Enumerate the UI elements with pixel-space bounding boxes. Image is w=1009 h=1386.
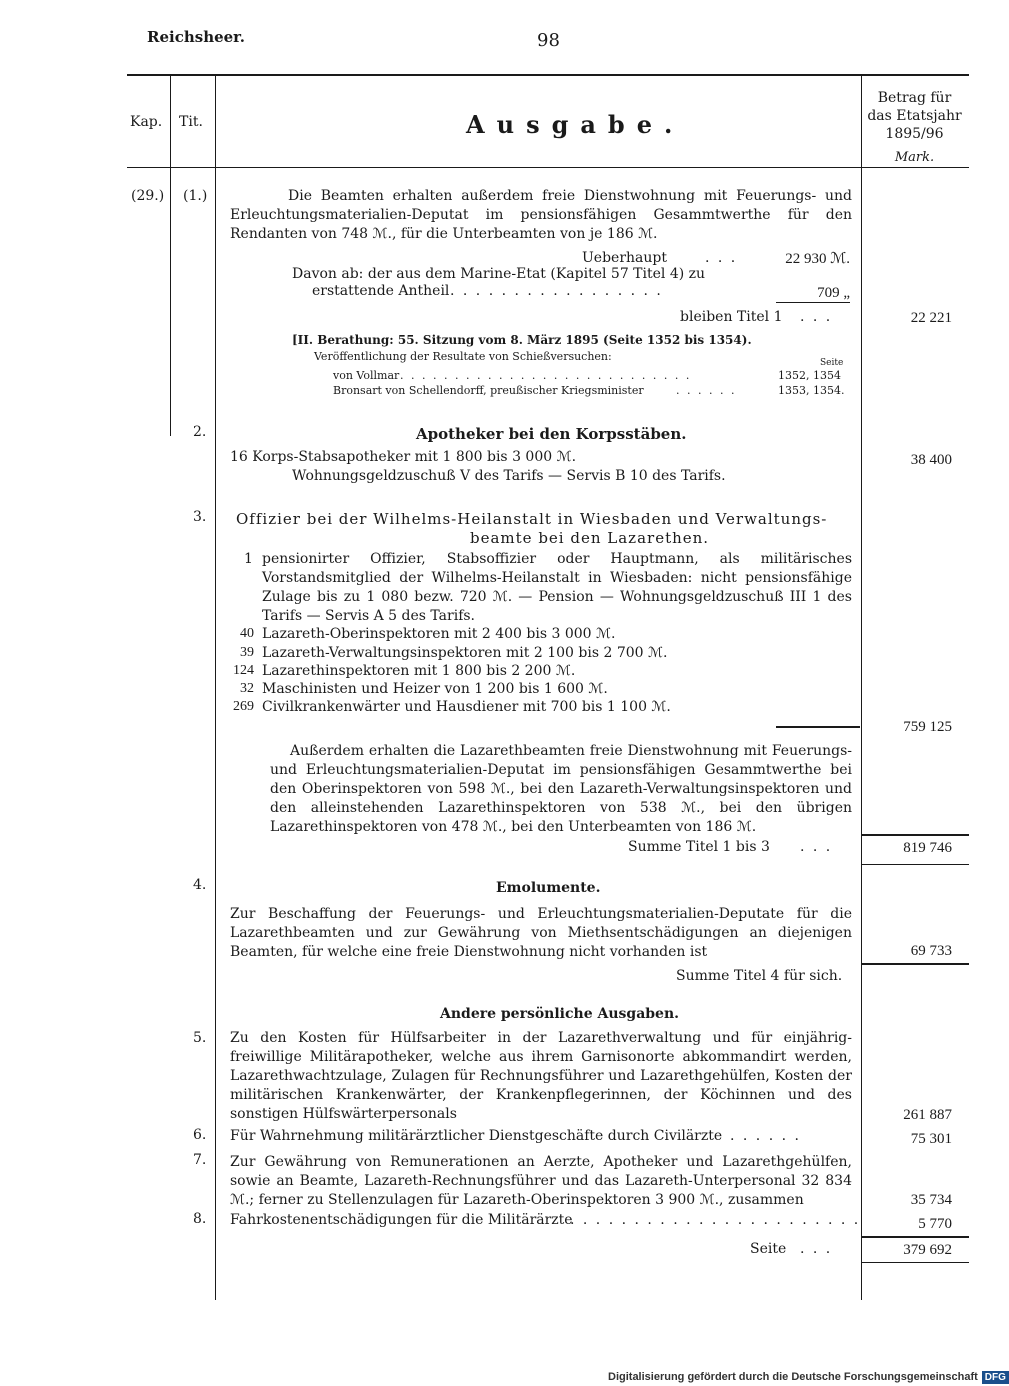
seite-label: Seite: [750, 1241, 787, 1257]
header-amount-line2: das Etatsjahr: [867, 108, 962, 124]
r8-text: Fahrkostenentschädigungen für die Militärärzte: [230, 1212, 573, 1228]
r1-dots-2: . . . . . . . . . . . . . . . . .: [450, 283, 663, 299]
r3-summe-amount: 819 746: [903, 840, 952, 856]
r8-dots: . . . . . . . . . . . . . . . . . . . . . . .: [570, 1212, 861, 1228]
footer-text: Digitalisierung gefördert durch die Deutsche Forschungsgemeinschaft: [608, 1371, 978, 1383]
r1-davon-value: 709 „: [817, 285, 850, 301]
r1-davon-line1: Davon ab: der aus dem Marine-Etat (Kapitel 57 Titel 4) zu: [292, 266, 706, 282]
r3-item-count: 32: [240, 681, 254, 696]
r1-note-line3: von Vollmar: [333, 369, 400, 382]
r5-text: Zu den Kosten für Hülfsarbeiter in der Lazarethverwaltung und für einjährig-freiwillige Militärapotheker, welche aus ihrem Garnisonorte abkommandirt werden, Lazarethwachtzulage, Zulagen für Rechnungsführer und Lazarethgehülfen, Kosten der militärischen Krankenwärter, der Krankenpflegerinnen, der Köchinnen und des sonstigen Hülfswärterpersonals: [230, 1030, 852, 1122]
r3-item-text: Lazarethinspektoren mit 1 800 bis 2 200 ℳ.: [262, 663, 576, 679]
r3-heading-line1: Offizier bei der Wilhelms-Heilanstalt in Wiesbaden und Verwaltungs-: [236, 510, 828, 528]
header-ausgabe: Ausgabe.: [466, 110, 685, 139]
header-kap: Kap.: [130, 114, 163, 130]
r1-dots-3: . . .: [800, 309, 833, 325]
r4-text: Zur Beschaffung der Feuerungs- und Erleuchtungsmaterialien-Deputate für die Lazarethbeamten und zur Gewährung von Miethsentschädigungen an diejenigen Beamten, für welche eine freie Dienstwohnung nicht vorhanden ist: [230, 906, 852, 960]
header-amount-unit: Mark.: [894, 150, 935, 165]
r3-item-text: Lazareth-Oberinspektoren mit 2 400 bis 3 000 ℳ.: [262, 626, 616, 642]
r3-item-count: 269: [233, 699, 254, 714]
r1-note-seite: Seite: [820, 358, 844, 368]
tit-column-rule: [215, 76, 216, 1300]
tit-number-2: 2.: [193, 424, 207, 440]
kap-number: (29.): [131, 188, 165, 204]
r3-item-count: 39: [240, 645, 254, 660]
running-title: Reichsheer.: [147, 28, 245, 46]
tit-number-5: 5.: [193, 1030, 207, 1046]
seite-amount: 379 692: [903, 1242, 952, 1258]
r8-amount: 5 770: [918, 1216, 952, 1232]
r4-heading: Emolumente.: [496, 880, 601, 896]
r7-amount: 35 734: [910, 1192, 952, 1208]
header-amount-line1: Betrag für: [877, 90, 952, 106]
tit-number-4: 4.: [193, 877, 207, 893]
r1-note-page4: 1353, 1354.: [778, 384, 845, 397]
seite-rule: [862, 1236, 969, 1238]
r3-item-count: 124: [233, 663, 254, 678]
header-tit: Tit.: [179, 114, 203, 130]
r1-note-dots4: . . . . . .: [676, 384, 737, 397]
r3-item-text: Lazareth-Verwaltungsinspektoren mit 2 100 bis 2 700 ℳ.: [262, 645, 668, 661]
r5-amount: 261 887: [903, 1107, 952, 1123]
r2-heading: Apotheker bei den Korpsstäben.: [416, 425, 687, 443]
r1-amount: 22 221: [910, 310, 952, 326]
r3-subtotal-rule: [776, 726, 860, 728]
r4-rule: [862, 963, 969, 965]
r1-dots: . . .: [705, 250, 738, 266]
r1-note-page3: 1352, 1354: [778, 369, 841, 382]
r1-ueberhaupt-value: 22 930 ℳ.: [785, 251, 850, 267]
tit-number-7: 7.: [193, 1152, 207, 1168]
r3-item-text: Maschinisten und Heizer von 1 200 bis 1 600 ℳ.: [262, 681, 608, 697]
tit-number-8: 8.: [193, 1211, 207, 1227]
seite-dots: . . .: [800, 1241, 833, 1257]
header-amount-line3: 1895/96: [885, 126, 944, 142]
r1-text: Die Beamten erhalten außerdem freie Dienstwohnung mit Feuerungs- und Erleuchtungsmaterialien-Deputat im pensionsfähigen Gesammtwerthe für den Rendanten von 748 ℳ., für die Unterbeamten von je 186 ℳ.: [230, 188, 852, 242]
r2-line1: 16 Korps-Stabsapotheker mit 1 800 bis 3 000 ℳ.: [230, 449, 577, 465]
r1-note-line1: [II. Berathung: 55. Sitzung vom 8. März 1895 (Seite 1352 bis 1354).: [292, 333, 752, 347]
r3-amount: 759 125: [903, 719, 952, 735]
r1-note-dots3: . . . . . . . . . . . . . . . . . . . . . . . . . . .: [400, 369, 692, 382]
r6-dots: . . . . . .: [730, 1128, 801, 1144]
r3-heading-line2: beamte bei den Lazarethen.: [470, 529, 710, 547]
section-other-heading: Andere persönliche Ausgaben.: [440, 1006, 680, 1022]
footer-credit: [608, 1371, 1009, 1384]
r6-text: Für Wahrnehmung militärärztlicher Dienstgeschäfte durch Civilärzte: [230, 1128, 723, 1144]
r1-note-line4: Bronsart von Schellendorff, preußischer Kriegsminister: [333, 384, 644, 397]
r4-summe-label: Summe Titel 4 für sich.: [676, 968, 843, 984]
r1-note-line2: Veröffentlichung der Resultate von Schießversuchen:: [314, 350, 612, 363]
r3-summe-bottom-rule: [862, 864, 969, 865]
r3-item-text: Civilkrankenwärter und Hausdiener mit 700 bis 1 100 ℳ.: [262, 699, 671, 715]
r7-text: Zur Gewährung von Remunerationen an Aerzte, Apotheker und Lazarethgehülfen, sowie an Beamte, Lazareth-Rechnungsführer und das Lazareth-Unterpersonal 32 834 ℳ.; ferner zu Stellenzulagen für Lazareth-Oberinspektoren 3 900 ℳ., zusammen: [230, 1154, 852, 1208]
tit-number-3: 3.: [193, 509, 207, 525]
page-number: 98: [537, 30, 560, 51]
dfg-logo: DFG: [982, 1371, 1009, 1384]
r4-amount: 69 733: [910, 943, 952, 959]
r3-item1-count: 1: [244, 551, 253, 567]
r6-amount: 75 301: [910, 1131, 952, 1147]
header-rule: [127, 167, 969, 168]
r1-bleiben-label: bleiben Titel 1: [680, 309, 783, 325]
r1-ueberhaupt-label: Ueberhaupt: [582, 250, 667, 266]
tit-number-6: 6.: [193, 1127, 207, 1143]
r3-summe-dots: . . .: [800, 839, 833, 855]
r2-amount: 38 400: [910, 452, 952, 468]
r1-subtract-rule: [776, 302, 850, 303]
tit-number-1: (1.): [183, 188, 208, 204]
r3-summe-label: Summe Titel 1 bis 3: [628, 839, 770, 855]
seite-bottom-rule: [862, 1262, 969, 1263]
kap-column-rule: [170, 76, 171, 436]
r2-line2: Wohnungsgeldzuschuß V des Tarifs — Servis B 10 des Tarifs.: [292, 468, 726, 484]
r3-extra-text: Außerdem erhalten die Lazarethbeamten freie Dienstwohnung mit Feuerungs- und Erleuchtungsmaterialien-Deputat im pensionsfähigen Gesammtwerthe bei den Oberinspektoren von 598 ℳ., bei den Lazareth-Verwaltungsinspektoren und den alleinstehenden Lazarethinspektoren von 538 ℳ., bei den übrigen Lazarethinspektoren von 478 ℳ., bei den Unterbeamten von 186 ℳ.: [270, 743, 852, 835]
top-rule: [127, 74, 969, 76]
r3-item-count: 40: [240, 626, 254, 641]
r1-davon-line2: erstattende Antheil: [312, 283, 450, 299]
r3-item1-text: pensionirter Offizier, Stabsoffizier oder Hauptmann, als militärisches Vorstandsmitglied der Wilhelms-Heilanstalt in Wiesbaden: nicht pensionsfähige Zulage bis zu 1 080 bezw. 720 ℳ. — Pension — Wohnungsgeldzuschuß III 1 des Tarifs — Servis A 5 des Tarifs.: [262, 551, 852, 624]
r3-summe-rule: [862, 834, 969, 836]
